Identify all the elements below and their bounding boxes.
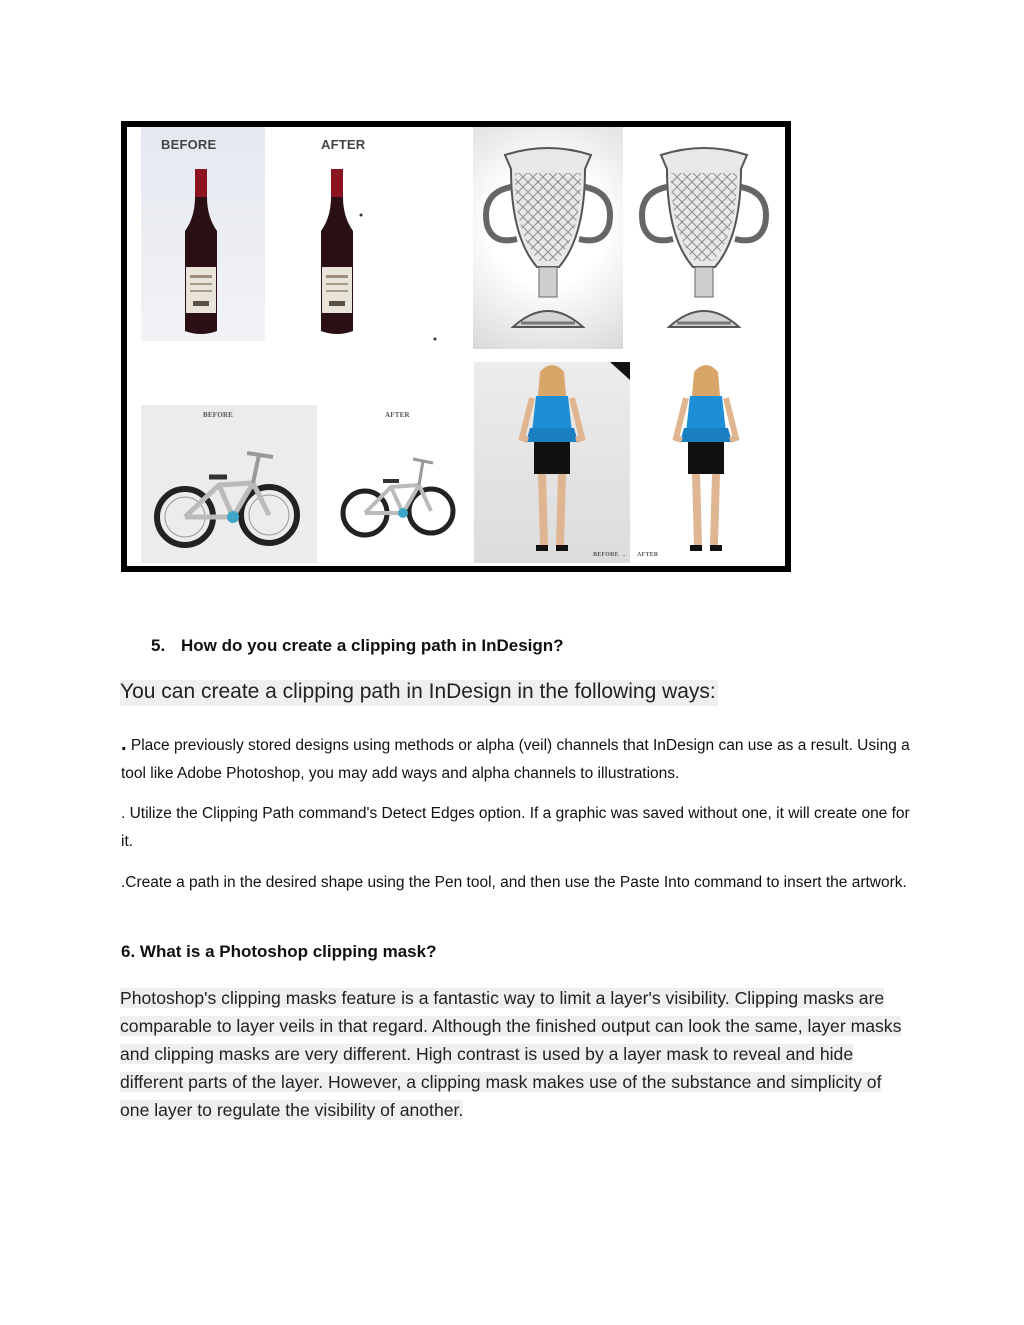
wine-bottle-cutout-image: [277, 127, 467, 341]
wine-after-panel: [277, 127, 467, 341]
bike-before-label: BEFORE: [203, 411, 233, 419]
dress-after-panel: [632, 362, 782, 563]
bullet-dot: .: [121, 733, 127, 755]
answer-paragraph: [120, 984, 910, 1124]
bike-after-panel: [327, 405, 467, 563]
blue-dress-model-cutout-image: [632, 362, 782, 563]
before-after-collage: [121, 121, 791, 572]
dress-before-label: BEFORE: [593, 552, 619, 558]
blue-dress-model-image: [474, 362, 630, 563]
method-paragraph-2: . Utilize the Clipping Path command's Detect Edges option. If a graphic was saved without one, it will create one for it.: [121, 805, 910, 850]
method-paragraph-3: .Create a path in the desired shape using the Pen tool, and then use the Paste Into command to insert the artwork.: [121, 874, 907, 891]
intro-line: You can create a clipping path in InDesign in the following ways:: [120, 680, 718, 706]
dress-separator: -: [623, 551, 626, 559]
wine-after-label: AFTER: [321, 137, 366, 152]
dress-after-label: AFTER: [637, 552, 659, 558]
bmx-bike-image: [141, 405, 317, 563]
crystal-trophy-image: [473, 127, 623, 349]
crystal-trophy-cutout-image: [627, 127, 791, 349]
method-1-text: Place previously stored designs using methods or alpha (veil) channels that InDesign can use as a result. Using a tool like Adobe Photoshop, you may add ways and alpha channels to illustrations.: [121, 737, 910, 782]
wine-before-panel: [141, 127, 265, 341]
answer-text: Photoshop's clipping masks feature is a fantastic way to limit a layer's visibility. Clipping masks are comparable to layer veils in that regard. Although the finished output can look the same, layer masks and clipping masks are very different. High contrast is used by a layer mask to reveal and hide different parts of the layer. However, a clipping mask makes use of the substance and simplicity of one layer to regulate the visibility of another.: [120, 988, 902, 1120]
trophy-after-panel: [627, 127, 791, 349]
bike-before-panel: [141, 405, 317, 563]
dress-before-panel: [474, 362, 630, 563]
question-5-number: 5.: [151, 636, 166, 655]
bike-after-label: AFTER: [385, 411, 410, 419]
wine-before-label: BEFORE: [161, 137, 217, 152]
question-5-heading: [151, 636, 564, 656]
trophy-before-panel: [473, 127, 623, 349]
method-paragraph-1: [121, 730, 911, 788]
bmx-bike-cutout-image: [327, 405, 467, 563]
question-5-text: How do you create a clipping path in InDesign?: [181, 636, 564, 655]
wine-bottle-image: [141, 127, 265, 341]
question-6-heading: 6. What is a Photoshop clipping mask?: [121, 942, 437, 961]
